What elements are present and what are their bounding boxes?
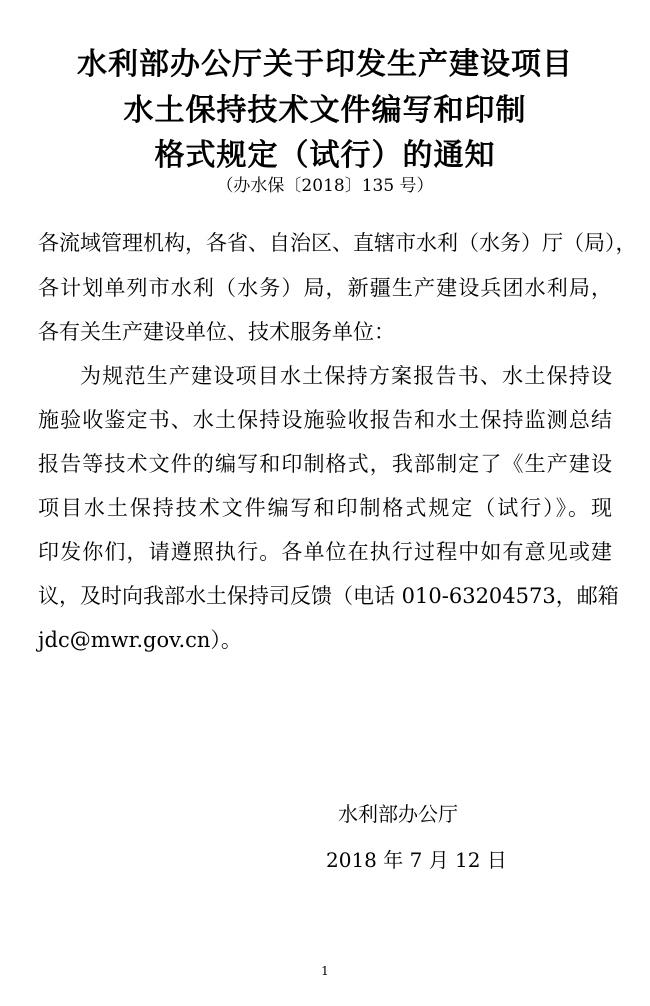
addressee-line-2: 各计划单列市水利（水务）局，新疆生产建设兵团水利局， [38,276,612,300]
document-number: （办水保〔2018〕135 号） [216,176,434,196]
page-number: 1 [321,964,329,978]
signature: 水利部办公厅 [338,802,458,826]
addressee-line-3: 各有关生产建设单位、技术服务单位： [38,320,395,344]
body-line-1: 为规范生产建设项目水土保持方案报告书、水土保持设 [80,364,612,388]
body-line-7: jdc@mwr.gov.cn）。 [38,628,242,652]
body-line-2: 施验收鉴定书、水土保持设施验收报告和水土保持监测总结 [38,408,612,432]
document-title-line-1: 水利部办公厅关于印发生产建设项目 [77,47,573,82]
body-line-3: 报告等技术文件的编写和印制格式，我部制定了《生产建设 [38,452,612,476]
body-line-4: 项目水土保持技术文件编写和印制格式规定（试行）》。现 [38,496,612,520]
document-title-line-3: 格式规定（试行）的通知 [154,138,496,173]
body-line-6: 议，及时向我部水土保持司反馈（电话 010-63204573，邮箱 [38,584,619,608]
body-line-5: 印发你们，请遵照执行。各单位在执行过程中如有意见或建 [38,540,612,564]
addressee-line-1: 各流域管理机构，各省、自治区、直辖市水利（水务）厅（局）， [38,231,637,255]
document-title-line-2: 水土保持技术文件编写和印制 [123,93,527,128]
document-date: 2018 年 7 月 12 日 [326,848,507,872]
